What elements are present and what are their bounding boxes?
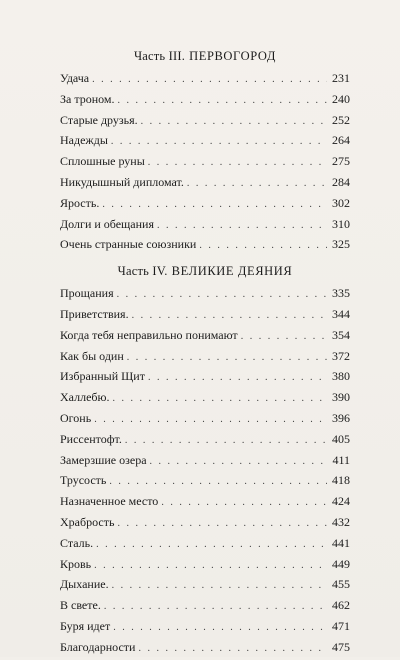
toc-entry: [60, 408, 350, 429]
dot-leader: [241, 327, 327, 348]
toc-entry: [60, 616, 350, 637]
table-of-contents: [60, 44, 350, 658]
entry-title: Ярость.: [60, 195, 100, 210]
dot-leader: [112, 389, 327, 410]
dot-leader: [94, 410, 327, 431]
toc-entry: [60, 595, 350, 616]
entry-page-number: 449: [332, 556, 350, 571]
entry-page-number: 405: [332, 431, 350, 446]
toc-entry: [60, 429, 350, 450]
entry-page-number: 372: [332, 348, 350, 363]
entry-title: Никудышный дипломат.: [60, 174, 184, 189]
dot-leader: [199, 236, 327, 257]
dot-leader: [148, 368, 327, 389]
entry-page-number: 441: [332, 535, 350, 550]
entry-title: Кровь: [60, 556, 92, 571]
toc-entry: [60, 110, 350, 131]
dot-leader: [132, 306, 327, 327]
dot-leader: [161, 493, 327, 514]
entry-title: Благодарности: [60, 639, 136, 654]
entry-page-number: 344: [332, 306, 350, 321]
part-heading: [60, 259, 350, 283]
entry-page-number: 231: [332, 71, 350, 85]
entry-page-number: 462: [332, 598, 350, 613]
toc-entry: [60, 234, 350, 255]
entry-title: Как бы один: [60, 348, 124, 363]
entry-title: Приветствия.: [60, 306, 129, 321]
toc-entry: [60, 512, 350, 533]
entry-title: Избранный Щит: [60, 369, 145, 384]
entry-title: В свете.: [60, 598, 101, 613]
dot-leader: [138, 639, 327, 660]
entry-page-number: 471: [332, 618, 350, 633]
toc-entry: [60, 387, 350, 408]
dot-leader: [94, 556, 327, 577]
entry-title: Удача: [60, 71, 90, 85]
part-entries: [60, 283, 350, 657]
entry-title: За троном.: [60, 91, 115, 106]
dot-leader: [113, 618, 327, 639]
dot-leader: [102, 195, 327, 216]
entry-page-number: 310: [332, 216, 350, 231]
entry-page-number: 411: [332, 452, 350, 467]
entry-title: Когда тебя неправильно понимают: [60, 327, 238, 342]
part-heading: [60, 44, 350, 68]
entry-page-number: 418: [332, 473, 350, 488]
entry-page-number: 455: [332, 577, 350, 592]
entry-title: Прощания: [60, 286, 114, 301]
entry-title: Огонь: [60, 410, 92, 425]
dot-leader: [104, 597, 327, 618]
entry-title: Халлебю.: [60, 390, 110, 405]
entry-page-number: 252: [332, 112, 350, 127]
toc-entry: [60, 283, 350, 304]
toc-entry: [60, 214, 350, 235]
toc-entry: [60, 533, 350, 554]
entry-page-number: 380: [332, 369, 350, 384]
entry-page-number: 335: [332, 286, 350, 301]
entry-page-number: 475: [332, 639, 350, 654]
entry-page-number: 325: [332, 237, 350, 252]
toc-entry: [60, 491, 350, 512]
entry-title: Риссентофт.: [60, 431, 122, 446]
entry-title: Очень странные союзники: [60, 237, 197, 252]
toc-entry: [60, 554, 350, 575]
part-entries: [60, 68, 350, 255]
dot-leader: [141, 112, 327, 133]
entry-title: Долги и обещания: [60, 216, 154, 231]
dot-leader: [148, 153, 327, 174]
dot-leader: [111, 132, 327, 153]
toc-entry: [60, 172, 350, 193]
entry-page-number: 424: [332, 494, 350, 509]
entry-page-number: 354: [332, 327, 350, 342]
dot-leader: [187, 174, 327, 195]
entry-title: Буря идет: [60, 618, 111, 633]
dot-leader: [92, 70, 327, 91]
toc-entry: [60, 470, 350, 491]
dot-leader: [127, 348, 327, 369]
toc-entry: [60, 130, 350, 151]
toc-entry: [60, 637, 350, 658]
toc-entry: [60, 366, 350, 387]
dot-leader: [150, 452, 327, 473]
entry-title: Сталь.: [60, 535, 94, 550]
part-title: ПЕРВОГОРОД: [189, 49, 277, 63]
toc-entry: [60, 574, 350, 595]
toc-entry: [60, 450, 350, 471]
entry-page-number: 396: [332, 410, 350, 425]
entry-title: Надежды: [60, 133, 108, 148]
toc-entry: [60, 68, 350, 89]
toc-entry: [60, 89, 350, 110]
toc-entry: [60, 193, 350, 214]
dot-leader: [96, 535, 327, 556]
entry-page-number: 302: [332, 195, 350, 210]
entry-page-number: 284: [332, 174, 350, 189]
entry-title: Храбрость: [60, 514, 115, 529]
dot-leader: [112, 576, 327, 597]
entry-title: Трусость: [60, 473, 107, 488]
entry-title: Назначенное место: [60, 494, 159, 509]
entry-page-number: 275: [332, 154, 350, 169]
entry-title: Замерзшие озера: [60, 452, 147, 467]
entry-page-number: 240: [332, 91, 350, 106]
dot-leader: [117, 285, 327, 306]
entry-title: Сплошные руны: [60, 154, 145, 169]
entry-page-number: 390: [332, 390, 350, 405]
entry-title: Дыхание.: [60, 577, 109, 592]
toc-entry: [60, 151, 350, 172]
entry-page-number: 432: [332, 514, 350, 529]
entry-page-number: 264: [332, 133, 350, 148]
part-title: ВЕЛИКИЕ ДЕЯНИЯ: [171, 264, 293, 279]
toc-entry: [60, 304, 350, 325]
entry-title: Старые друзья.: [60, 112, 138, 127]
dot-leader: [125, 431, 327, 452]
toc-entry: [60, 346, 350, 367]
dot-leader: [118, 91, 327, 112]
part-number: Часть III.: [133, 49, 186, 63]
part-number: Часть IV.: [117, 264, 168, 279]
dot-leader: [117, 514, 327, 535]
dot-leader: [109, 472, 327, 493]
dot-leader: [157, 216, 327, 237]
toc-entry: [60, 325, 350, 346]
